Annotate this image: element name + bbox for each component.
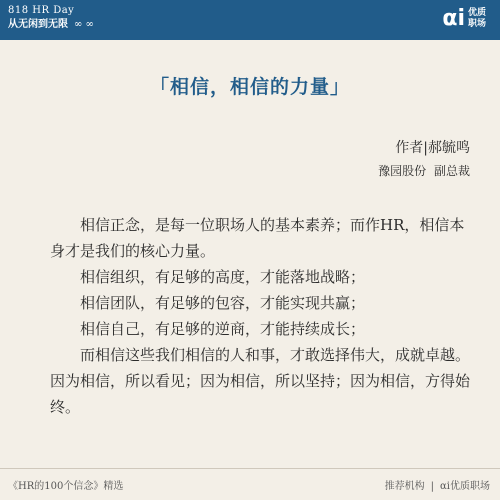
footer-separator: | [430, 481, 435, 492]
footer [0, 468, 500, 500]
recommend-label: 推荐机构 [384, 481, 425, 492]
paragraph: 相信组织，有足够的高度，才能落地战略； [80, 268, 366, 286]
paragraph: 而相信这些我们相信的人和事，才敢选择伟大，成就卓越。因为相信，所以看见；因为相信，所以坚持；因为相信，方得始终。 [50, 346, 471, 416]
infinity-icon: ∞ ∞ [74, 19, 94, 30]
logo-mark: αi [442, 6, 465, 31]
byline [378, 138, 470, 184]
footer-recommendation [385, 477, 490, 492]
slogan-text: 从无闲到无限 [8, 19, 68, 30]
brand-logo [442, 5, 490, 33]
header-bar [0, 0, 500, 40]
author-name: 作者|郝毓鸣 [395, 140, 470, 156]
article-body [50, 212, 472, 420]
footer-source: 《HR的100个信念》精选 [8, 481, 124, 492]
paragraph: 相信团队，有足够的包容，才能实现共赢； [80, 294, 366, 312]
event-slogan [8, 18, 94, 32]
event-name: 818 HR Day [8, 5, 75, 16]
paragraph: 相信正念，是每一位职场人的基本素养；而作HR，相信本身才是我们的核心力量。 [50, 216, 465, 260]
logo-text: 优质职场 [468, 8, 487, 29]
article-title: 「相信，相信的力量」 [149, 76, 350, 98]
author-affiliation: 豫园股份 副总裁 [378, 164, 470, 178]
brand-block [8, 4, 94, 32]
paragraph: 相信自己，有足够的逆商，才能持续成长； [80, 320, 366, 338]
recommend-org: αi优质职场 [440, 481, 490, 492]
